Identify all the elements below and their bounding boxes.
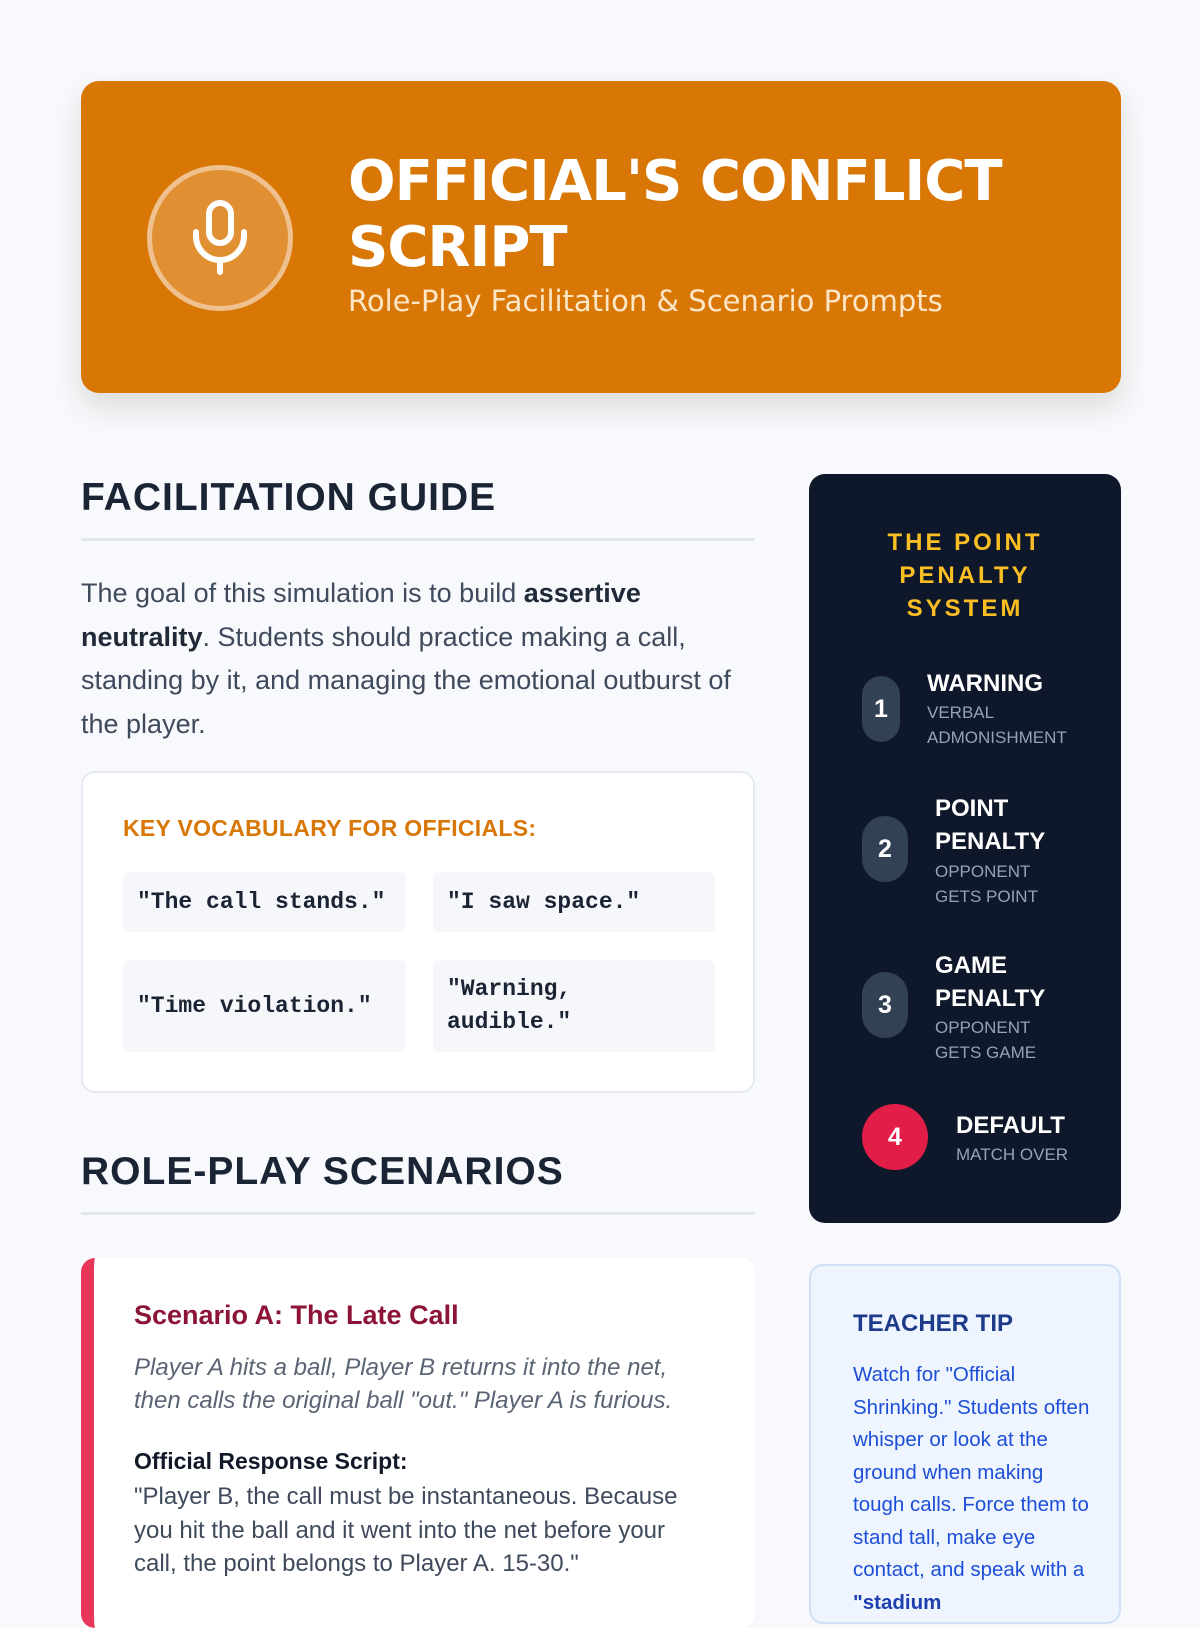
step-name: GAME PENALTY [935,952,1046,1012]
step-number-badge: 4 [862,1104,928,1170]
page-subtitle: Role-Play Facilitation & Scenario Prompts [348,284,943,318]
role-play-scenarios-heading: ROLE-PLAY SCENARIOS [81,1150,755,1215]
teacher-tip-card [809,1264,1121,1624]
vocab-phrase: "Time violation." [123,960,406,1052]
key-vocabulary-card [81,771,755,1093]
penalty-system-title: THE POINT PENALTY SYSTEM [887,529,1043,622]
teacher-tip-text [853,1359,1093,1619]
page-title: OFFICIAL'S CONFLICT SCRIPT [348,149,1002,280]
facilitation-guide-heading: FACILITATION GUIDE [81,476,755,541]
step-description: VERBAL ADMONISHMENT [927,703,1067,747]
vocab-phrase: "Warning, audible." [433,960,715,1052]
step-description: MATCH OVER [956,1145,1069,1164]
step-name: DEFAULT [956,1112,1065,1139]
key-vocabulary-heading: KEY VOCABULARY FOR OFFICIALS: [123,815,537,841]
step-description: OPPONENT GETS POINT [935,862,1038,906]
vocab-phrase: "I saw space." [433,872,715,932]
penalty-system-card [809,474,1121,1223]
intro-text-emphasis: assertive neutrality [81,578,641,652]
step-number-badge: 3 [862,972,908,1038]
teacher-tip-title: TEACHER TIP [853,1310,1014,1337]
step-name: POINT PENALTY [935,795,1046,855]
step-description: OPPONENT GETS GAME [935,1018,1037,1062]
teacher-tip-emphasis: "stadium [853,1590,942,1614]
scenario-description: Player A hits a ball, Player B returns it into the net, then calls the original ball "out." Player A is furious. [134,1354,673,1414]
teacher-tip-body: Watch for "Official Shrinking." Students often whisper or look at the ground when making tough calls. Force them to stand tall, make eye contact, and speak with a [853,1363,1090,1581]
step-number-badge: 2 [862,816,908,882]
scenario-script-label: Official Response Script: [134,1448,408,1474]
step-number-badge: 1 [862,676,900,742]
vocab-phrase: "The call stands." [123,872,406,932]
scenario-title: Scenario A: The Late Call [134,1300,459,1330]
scenario-card [81,1258,755,1628]
intro-text-start: The goal of this simulation is to build [81,578,524,608]
header-banner [81,81,1121,393]
microphone-icon [147,165,293,311]
facilitation-intro [81,572,755,746]
intro-text-end: . Students should practice making a call, standing by it, and managing the emotional outburst of the player. [81,621,731,739]
step-name: WARNING [927,670,1043,697]
scenario-script: "Player B, the call must be instantaneous. Because you hit the ball and it went into the net before your call, the point belongs to Player A. 15-30." [134,1483,678,1577]
